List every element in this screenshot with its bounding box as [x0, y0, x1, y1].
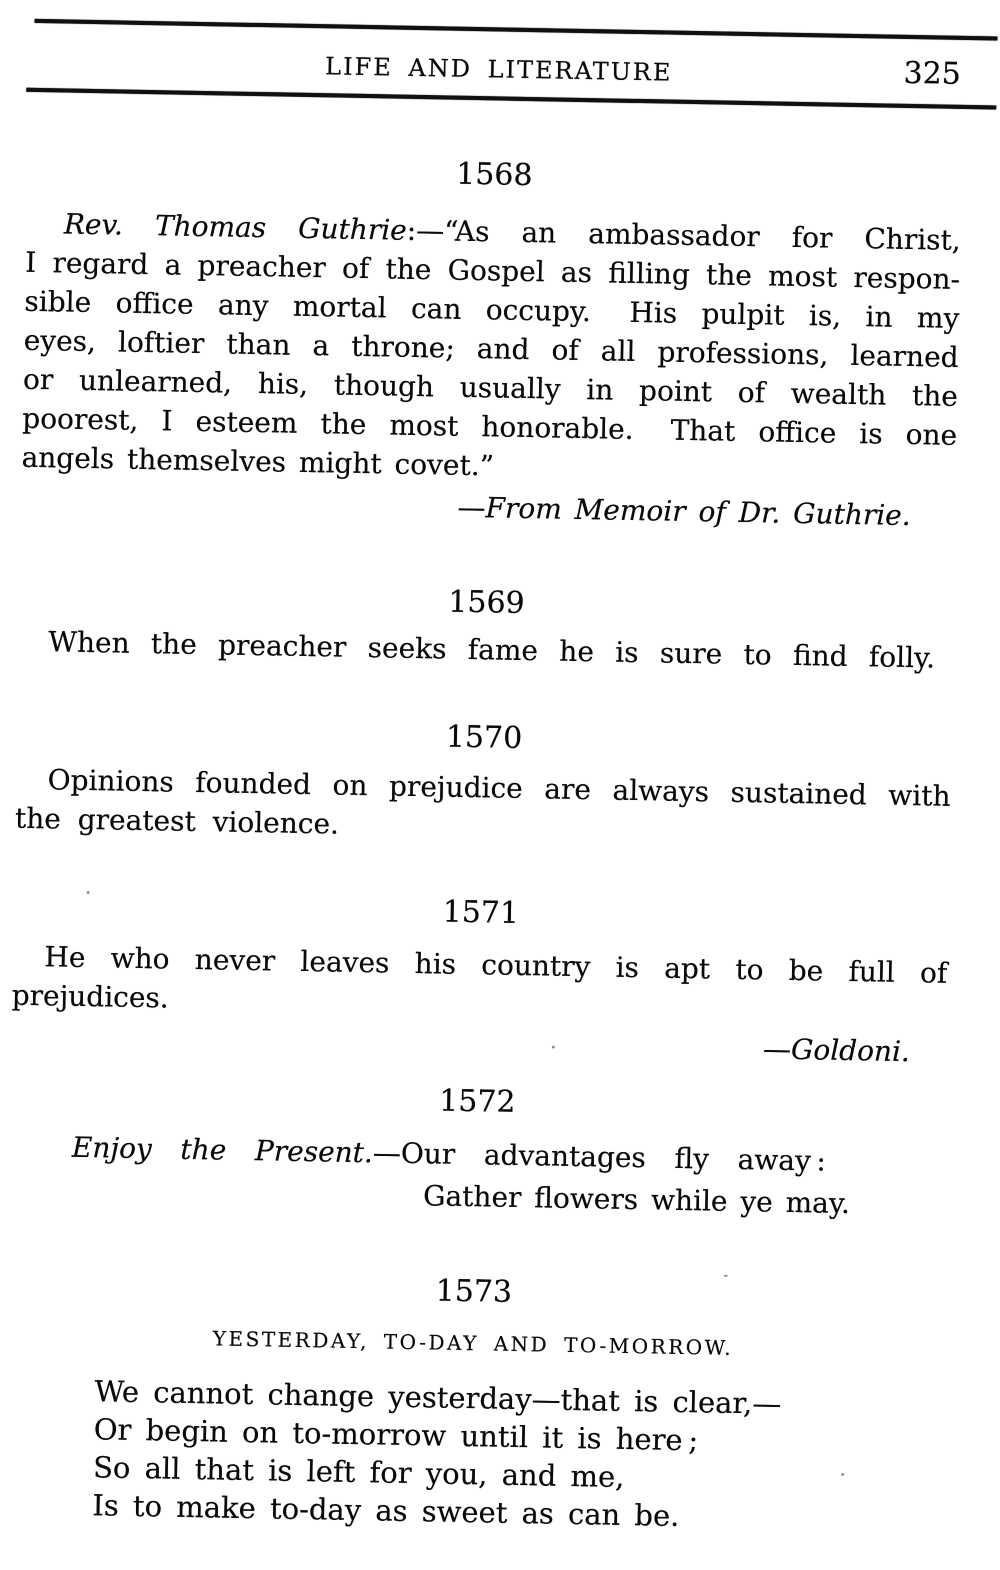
- entry-1573-number: 1573: [435, 1273, 513, 1310]
- entry-1572-line-2: Gather flowers while ye may.: [422, 1179, 851, 1221]
- page-number: 325: [903, 55, 962, 92]
- entry-1568-line-6: poorest, I esteem the most honorable. That office is one: [22, 401, 958, 452]
- entry-1571-attribution: —Goldoni.: [762, 1032, 911, 1069]
- entry-1568-line-2: I regard a preacher of the Gospel as filling the most respon-: [24, 245, 961, 296]
- entry-1568-attribution: —From Memoir of Dr. Guthrie.: [457, 490, 912, 533]
- entry-1568: [20, 147, 962, 536]
- poem-line-1: We cannot change yesterday—that is clear,—: [94, 1374, 782, 1421]
- entry-1572-lead-italic: Enjoy the Present.: [71, 1130, 374, 1170]
- entry-1573: [2, 1264, 942, 1540]
- entry-1572-couplet: [8, 1126, 944, 1227]
- entry-1569-number: 1569: [448, 584, 526, 621]
- entry-1568-line-3: sible office any mortal can occupy. His pulpit is, in my: [24, 284, 960, 335]
- poem-line-3: So all that is left for you, and me,: [92, 1450, 625, 1494]
- entry-1569-text: When the preacher seeks fame he is sure to find folly.: [47, 625, 936, 675]
- page-body: [2, 0, 965, 1540]
- entry-1568-line-5: or unlearned, his, though usually in point of wealth the: [22, 362, 959, 413]
- scan-speck: [841, 1473, 844, 1476]
- entry-1573-poem: [2, 1371, 940, 1540]
- running-header-title: LIFE AND LITERATURE: [324, 52, 673, 87]
- scan-speck: [87, 891, 90, 894]
- entry-1572-number: 1572: [438, 1083, 516, 1120]
- entry-1571: [11, 885, 949, 1072]
- entry-1571-line-1: He who never leaves his country is apt to be full of: [44, 940, 948, 990]
- entry-1570-line-2: the greatest violence.: [14, 801, 340, 841]
- entry-1573-poem-title: YESTERDAY, TO-DAY AND TO-MORROW.: [212, 1326, 734, 1360]
- poem-line-2: Or begin on to-morrow until it is here ;: [93, 1412, 699, 1458]
- entry-1570-paragraph: [15, 760, 951, 855]
- entry-1572-line-1-rest: —Our advantages fly away :: [372, 1136, 827, 1178]
- scan-speck: [724, 1275, 728, 1277]
- entry-1571-line-2: prejudices.: [11, 978, 170, 1015]
- entry-1570-number: 1570: [445, 719, 523, 756]
- entry-1570: [15, 710, 952, 855]
- entry-1568-number: 1568: [455, 156, 533, 194]
- entry-1571-number: 1571: [442, 894, 520, 931]
- scan-speck: [552, 1046, 555, 1049]
- speaker-name: Rev. Thomas Guthrie: [63, 207, 408, 247]
- poem-line-4: Is to make to-day as sweet as can be.: [92, 1488, 680, 1533]
- quote-opening: :—“As an ambassador for Christ,: [406, 213, 962, 257]
- entry-1568-line-7: angels themselves might covet.”: [21, 440, 495, 483]
- entry-1572: [8, 1074, 945, 1227]
- entry-1568-line-4: eyes, loftier than a throne; and of all professions, learned: [23, 323, 959, 374]
- entry-1568-paragraph: [21, 204, 961, 494]
- entry-1569: [18, 575, 954, 678]
- entry-1570-line-1: Opinions founded on prejudice are always sustained with: [47, 763, 951, 813]
